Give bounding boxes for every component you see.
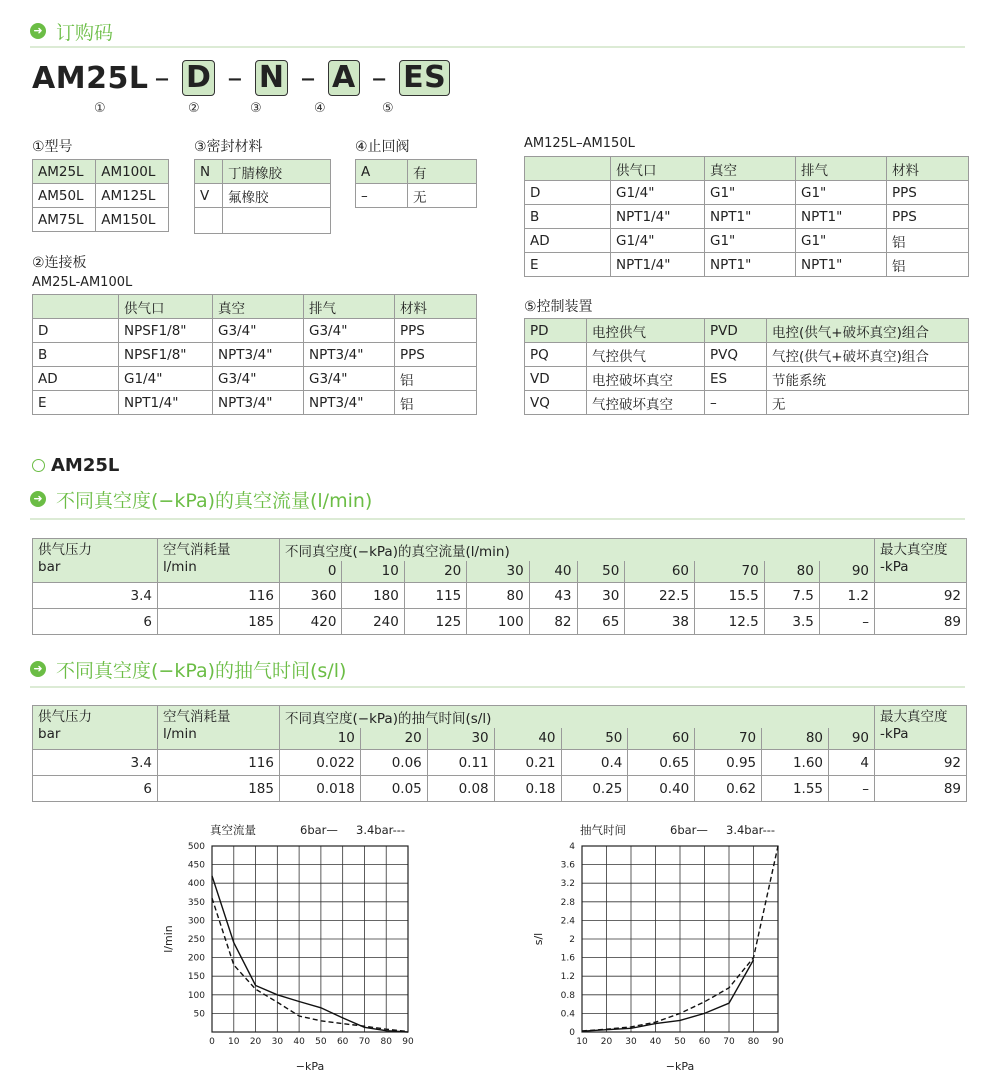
x-tick-label: 0 [209,1037,215,1047]
chart-title: 抽气时间 [580,823,626,837]
col-header: 70 [695,561,765,583]
y-tick-label: 4 [569,842,575,852]
y-tick-label: 3.2 [560,879,575,890]
code-num: ② [188,101,200,116]
y-tick-label: 2 [569,935,575,945]
header-max: 最大真空度 [880,542,948,558]
flow-table: 供气压力 bar 空气消耗量 l/min 不同真空度(−kPa)的真空流量(l/min) 最大真空度 -kPa 0 10 20 30 40 50 60 70 80 90 3.4 116 360 180 115 80 43 30 22.5 15.5 7.5 1.2 92 6 185 420 240 125 100 82 65 38 12.5 3.5 – 89 [32,538,967,635]
header-supply: 供气压力 [38,542,92,558]
x-tick-label: 90 [772,1037,784,1047]
y-tick-label: 0.8 [560,990,575,1001]
circle-icon [32,459,45,472]
col-header: 60 [625,561,695,583]
x-tick-label: 80 [380,1037,392,1047]
y-tick-label: 150 [187,972,205,983]
x-tick-label: 30 [625,1037,637,1047]
y-tick-label: 450 [187,860,205,871]
arrow-right-icon: ➜ [30,23,46,39]
header-vacuum: 不同真空度(−kPa)的抽气时间(s/l) [280,706,875,728]
header-supply: 供气压力 [38,709,92,725]
header-vacuum: 不同真空度(−kPa)的真空流量(l/min) [280,539,875,561]
divider [30,686,965,688]
section-header-order-code: ➜ 订购码 [30,20,113,42]
x-tick-label: 60 [698,1037,711,1047]
y-tick-label: 200 [187,953,205,964]
y-tick-label: 100 [187,990,205,1001]
evac-table: 供气压力 bar 空气消耗量 l/min 不同真空度(−kPa)的抽气时间(s/l) 最大真空度 -kPa 10 20 30 40 50 60 70 80 90 3.4 116 0.022 0.06 0.11 0.21 0.4 0.65 0.95 1.60 4 92 6 185 0.018 0.05 0.08 0.18 0.25 0.40 0.62 1.55 – 89 [32,705,967,802]
table-row: 3.4 116 0.022 0.06 0.11 0.21 0.4 0.65 0.95 1.60 4 92 [33,750,967,776]
y-tick-label: 3.6 [560,860,575,871]
code-model: AM25L [32,60,149,96]
col-header: 90 [829,728,875,750]
x-tick-label: 80 [747,1037,760,1047]
arrow-right-icon: ➜ [30,491,46,507]
series-line-6bar [212,876,408,1032]
x-tick-label: 90 [402,1037,414,1047]
x-tick-label: 40 [649,1037,662,1047]
y-tick-label: 0.4 [560,1009,575,1020]
arrow-right-icon: ➜ [30,661,46,677]
header-consumption: 空气消耗量 [163,709,231,725]
x-tick-label: 20 [600,1037,613,1047]
legend-item: 3.4bar--- [356,823,406,837]
code-box-a: A [328,60,360,96]
seal-table: N 丁腈橡胶 V 氟橡胶 [194,159,331,234]
x-axis-label: −kPa [665,1060,695,1073]
model-label: ①型号 [32,139,73,155]
col-header: 80 [764,561,819,583]
col-header: 10 [342,561,404,583]
legend-item: 3.4bar--- [726,823,776,837]
x-tick-label: 70 [358,1037,371,1047]
x-tick-label: 40 [293,1037,305,1047]
y-tick-label: 300 [187,916,205,927]
check-valve-label: ④止回阀 [355,139,410,155]
col-header: 30 [467,561,529,583]
chart-title: 真空流量 [210,823,256,837]
section-header-evac: ➜ 不同真空度(−kPa)的抽气时间(s/l) [30,658,346,680]
y-tick-label: 2.4 [560,916,575,927]
y-tick-label: 400 [187,879,205,890]
y-tick-label: 250 [187,935,205,945]
y-tick-label: 2.8 [560,897,575,908]
code-box-d: D [182,60,215,96]
check-valve-table: A 有 – 无 [355,159,477,208]
y-tick-label: 1.6 [560,953,575,964]
col-header: 50 [577,561,625,583]
y-tick-label: 500 [187,842,205,852]
series-line-3-4bar [212,898,408,1032]
col-header: 90 [819,561,874,583]
x-tick-label: 10 [228,1037,240,1047]
header-consumption: 空气消耗量 [163,542,231,558]
divider [30,518,965,520]
section-header-flow: ➜ 不同真空度(−kPa)的真空流量(l/min) [30,488,372,510]
col-header: 70 [695,728,762,750]
col-header: 10 [280,728,361,750]
y-axis-label: l/min [162,925,175,953]
x-tick-label: 10 [576,1037,588,1047]
legend-item: 6bar— [670,823,708,837]
evac-chart [520,818,810,1080]
plate-table-small: 供气口 真空 排气 材料 D NPSF1/8" G3/4" G3/4" PPS B NPSF1/8" NPT3/4" NPT3/4" PPS AD G1/4" G3/4" G3/4" 铝 E NPT1/4" NPT3/4" NPT3/4" 铝 [32,294,477,415]
header-max: 最大真空度 [880,709,948,725]
x-tick-label: 30 [271,1037,284,1047]
table-row: 6 185 420 240 125 100 82 65 38 12.5 3.5 – 89 [33,609,967,635]
x-tick-label: 20 [249,1037,262,1047]
col-header: 0 [280,561,342,583]
plate-sub-label: AM25L-AM100L [32,275,133,290]
seal-label: ③密封材料 [194,139,263,155]
x-tick-label: 50 [674,1037,686,1047]
x-tick-label: 70 [723,1037,735,1047]
y-tick-label: 1.2 [560,972,575,983]
code-box-n: N [255,60,289,96]
y-tick-label: 350 [187,897,205,908]
y-tick-label: 0 [569,1028,575,1038]
plate-table-large: 供气口 真空 排气 材料 D G1/4" G1" G1" PPS B NPT1/4" NPT1" NPT1" PPS AD G1/4" G1" G1" 铝 E NPT1/4" NPT1" NPT1" 铝 [524,156,969,277]
control-label: ⑤控制装置 [524,299,593,315]
col-header: 40 [494,728,561,750]
code-num: ⑤ [382,101,394,116]
y-axis-label: s/l [532,932,545,946]
col-header: 30 [427,728,494,750]
code-box-es: ES [399,60,450,96]
code-num: ③ [250,101,262,116]
plate-label: ②连接板 [32,255,87,271]
code-num: ④ [314,101,326,116]
table-row: 6 185 0.018 0.05 0.08 0.18 0.25 0.40 0.62 1.55 – 89 [33,776,967,802]
plate-sub-label-large: AM125L–AM150L [524,136,635,151]
x-tick-label: 60 [336,1037,349,1047]
flow-chart [150,818,440,1080]
col-header: 20 [404,561,466,583]
order-code: AM25L – D – N – A – ES [32,60,456,96]
model-table: AM25L AM100L AM50L AM125L AM75L AM150L [32,159,169,232]
y-tick-label: 50 [193,1009,205,1020]
col-header: 80 [762,728,829,750]
code-num: ① [94,101,106,116]
col-header: 20 [360,728,427,750]
x-axis-label: −kPa [295,1060,325,1073]
series-line-6bar [582,960,754,1031]
col-header: 50 [561,728,628,750]
table-row: 3.4 116 360 180 115 80 43 30 22.5 15.5 7.5 1.2 92 [33,583,967,609]
model-heading: AM25L [32,455,119,476]
divider [30,46,965,48]
col-header: 40 [529,561,577,583]
x-tick-label: 50 [315,1037,327,1047]
col-header: 60 [628,728,695,750]
control-table: PD 电控供气 PVD 电控(供气+破坏真空)组合 PQ 气控供气 PVQ 气控(供气+破坏真空)组合 VD 电控破坏真空 ES 节能系统 VQ 气控破坏真空 – 无 [524,318,969,415]
legend-item: 6bar— [300,823,338,837]
